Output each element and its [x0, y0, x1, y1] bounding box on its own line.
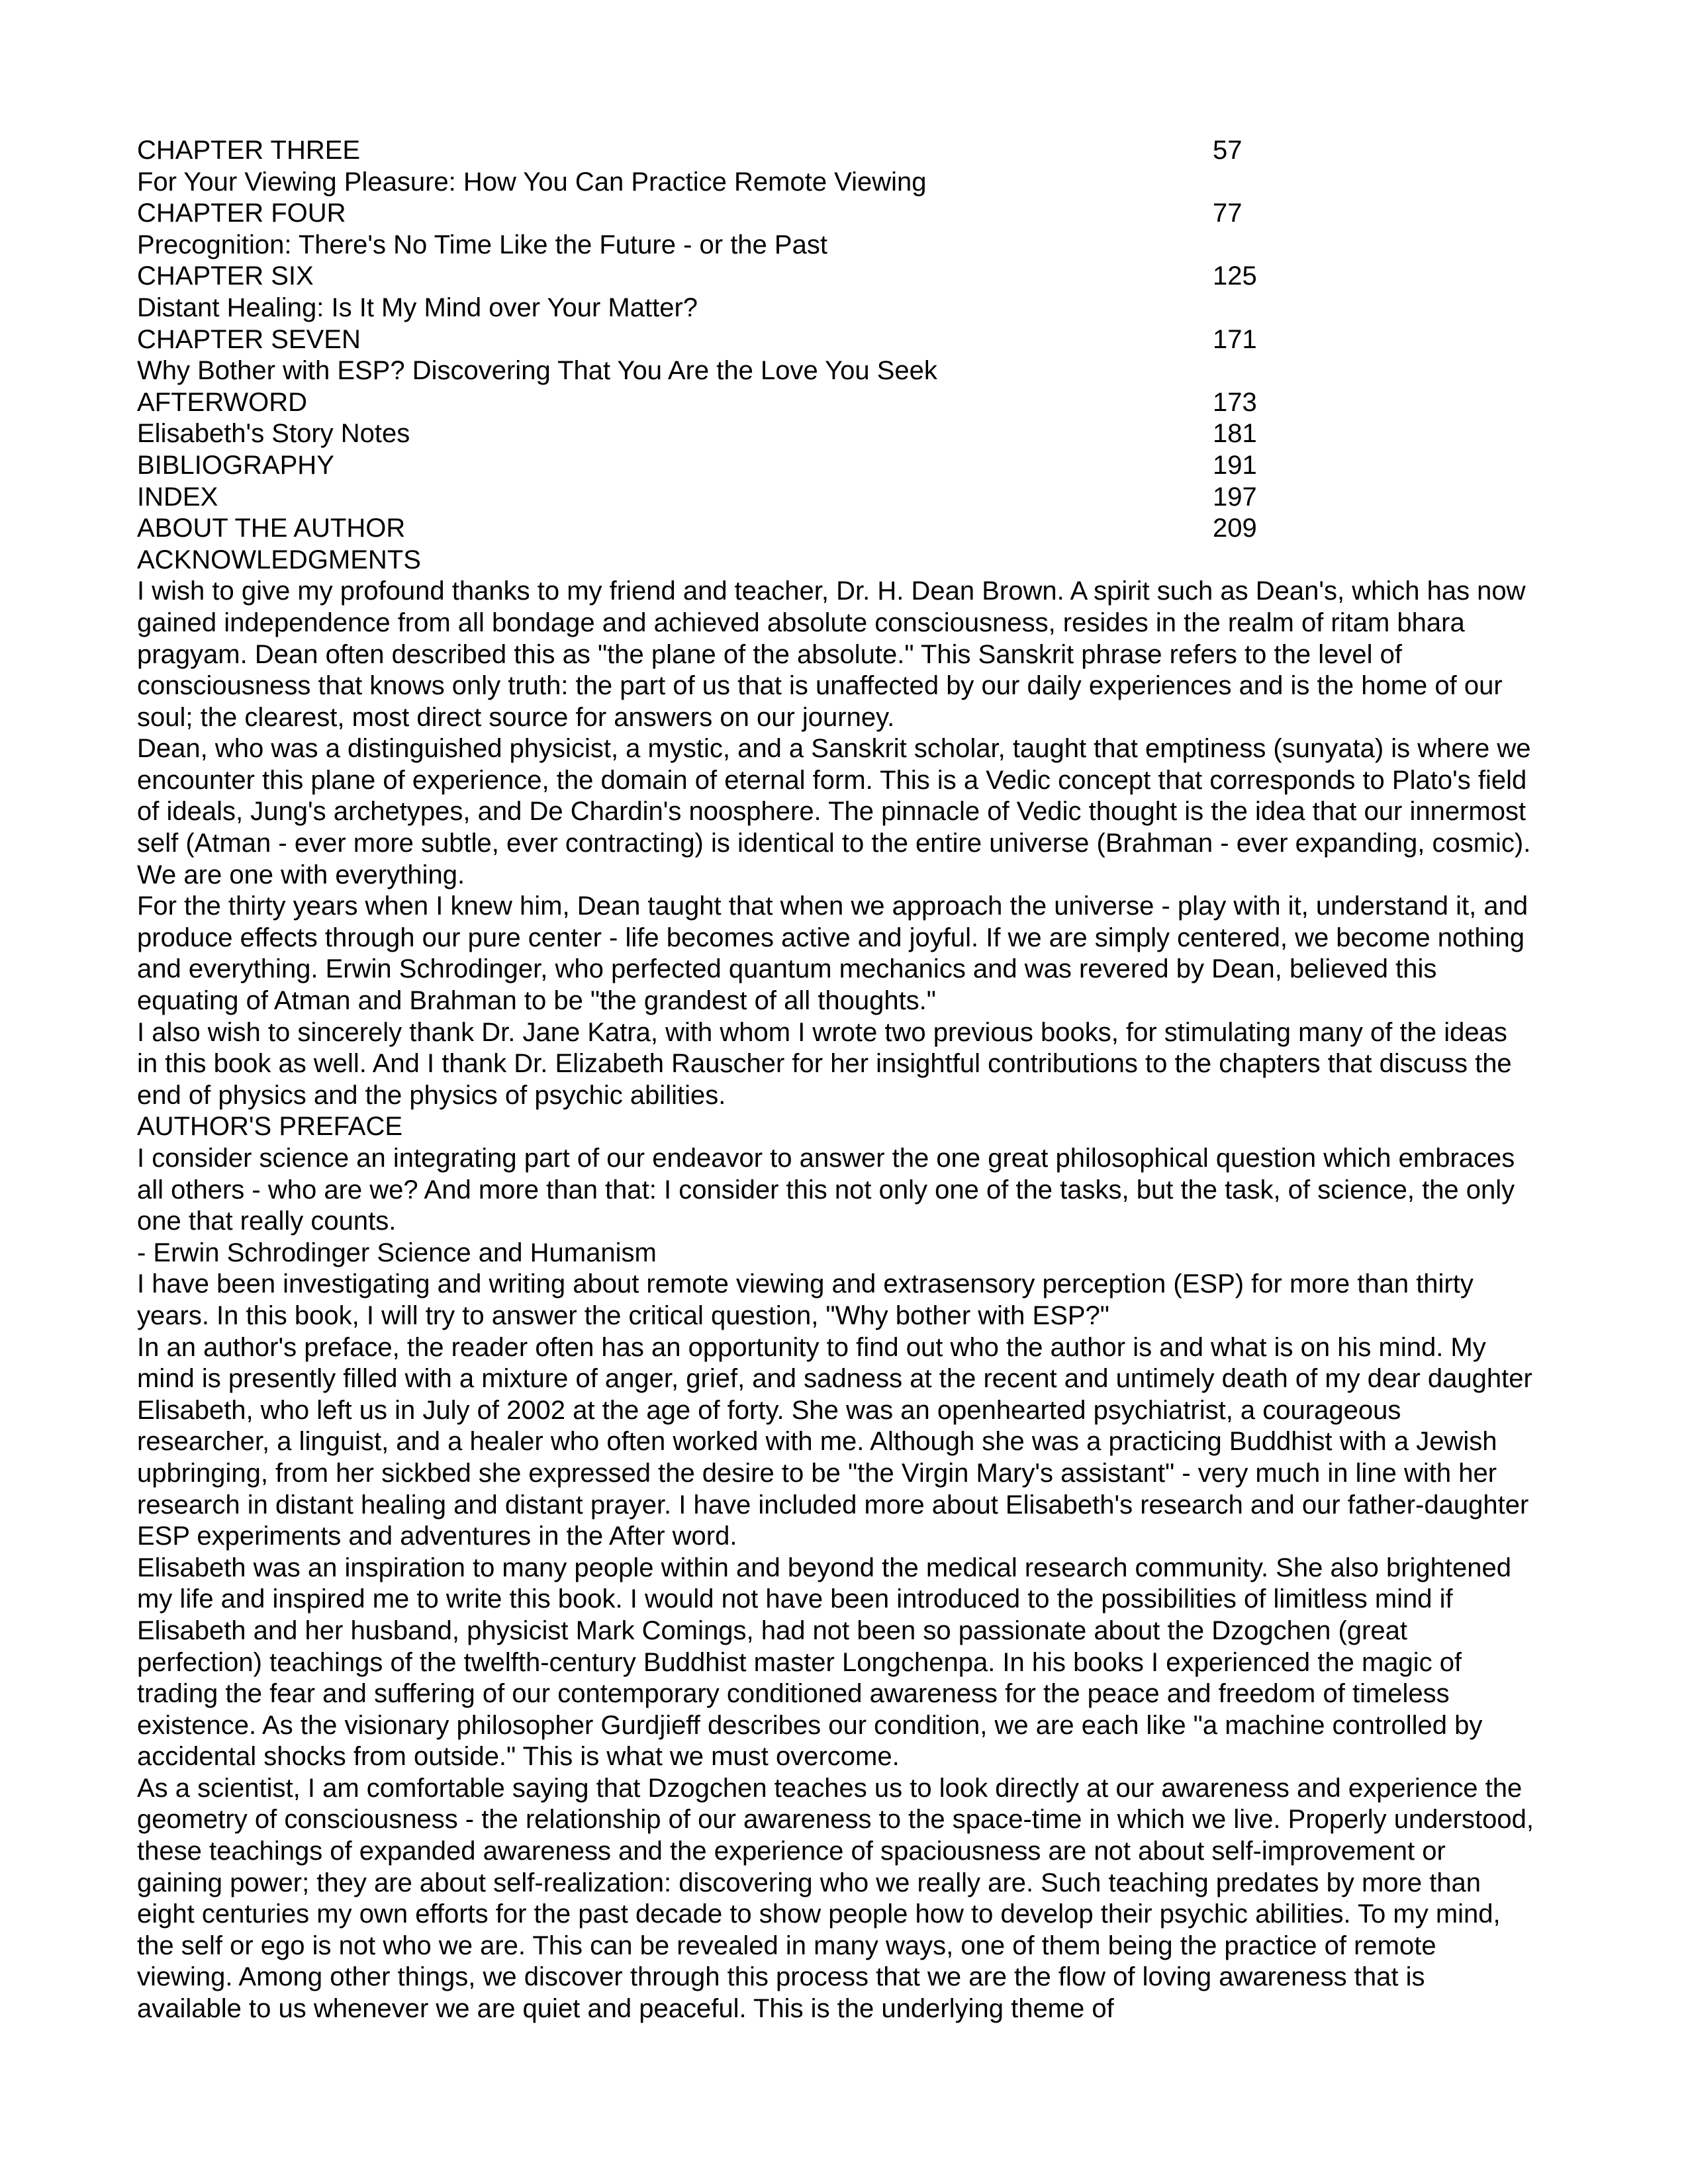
toc-title: CHAPTER FOUR [137, 199, 346, 228]
toc-page-number: 77 [1213, 199, 1243, 228]
toc-page-number: 173 [1213, 387, 1257, 417]
preface-section [137, 1111, 1534, 2025]
toc-title: BIBLIOGRAPHY [137, 450, 334, 480]
toc-subtitle: For Your Viewing Pleasure: How You Can Practice Remote Viewing [137, 167, 927, 197]
toc-entry [137, 387, 1276, 419]
toc-title: INDEX [137, 482, 218, 512]
acknowledgments-paragraph: I wish to give my profound thanks to my friend and teacher, Dr. H. Dean Brown. A spirit such as Dean's, which has now gained independence from all bondage and achieved absolute consciousness, resides in the realm of ritam bhara pragyam. Dean often described this as "the plane of the absolute." This Sanskrit phrase refers to the level of consciousness that knows only truth: the part of us that is unaffected by our daily experiences and is the home of our soul; the clearest, most direct source for answers on our journey. [137, 576, 1526, 732]
toc-page-number: 181 [1213, 419, 1257, 449]
toc-page-number: 191 [1213, 450, 1257, 480]
toc-subtitle: Why Bother with ESP? Discovering That You Are the Love You Seek [137, 356, 937, 386]
toc-title: ABOUT THE AUTHOR [137, 514, 406, 543]
toc-entry [137, 513, 1276, 545]
toc-title: CHAPTER THREE [137, 136, 361, 165]
toc-title: CHAPTER SEVEN [137, 324, 361, 354]
toc-subtitle: Distant Healing: Is It My Mind over Your Matter? [137, 293, 698, 322]
toc-entry [137, 261, 1276, 293]
toc-page-number: 57 [1213, 136, 1243, 165]
toc-page-number: 171 [1213, 324, 1257, 354]
preface-heading: AUTHOR'S PREFACE [137, 1112, 403, 1142]
toc-title: CHAPTER SIX [137, 261, 314, 291]
acknowledgments-heading: ACKNOWLEDGMENTS [137, 545, 421, 574]
preface-paragraph: Elisabeth was an inspiration to many people within and beyond the medical research community. She also brightened my life and inspired me to write this book. I would not have been introduced to the possibilities of limitless mind if Elisabeth and her husband, physicist Mark Comings, had not been so passionate about the Dzogchen (great perfection) teachings of the twelfth-century Buddhist master Longchenpa. In his books I experienced the magic of trading the fear and suffering of our contemporary conditioned awareness for the peace and freedom of timeless existence. As the visionary philosopher Gurdjieff describes our condition, we are each like "a machine controlled by accidental shocks from outside." This is what we must overcome. [137, 1553, 1512, 1772]
toc-title: AFTERWORD [137, 387, 308, 417]
toc-entry [137, 450, 1276, 482]
toc-entry [137, 418, 1276, 450]
toc-page-number: 125 [1213, 261, 1257, 291]
toc-subtitle: Precognition: There's No Time Like the Future - or the Past [137, 230, 827, 259]
table-of-contents [137, 135, 1534, 545]
acknowledgments-paragraph: I also wish to sincerely thank Dr. Jane Katra, with whom I wrote two previous books, for stimulating many of the ideas in this book as well. And I thank Dr. Elizabeth Rauscher for her insightful contributions to the chapters that discuss the end of physics and the physics of psychic abilities. [137, 1017, 1512, 1110]
document-page [137, 135, 1534, 2025]
toc-entry [137, 482, 1276, 514]
preface-attribution: - Erwin Schrodinger Science and Humanism [137, 1238, 657, 1267]
toc-page-number: 209 [1213, 514, 1257, 543]
toc-entry [137, 135, 1276, 167]
toc-page-number: 197 [1213, 482, 1257, 512]
preface-epigraph: I consider science an integrating part of our endeavor to answer the one great philosophical question which embraces all others - who are we? And more than that: I consider this not only one of the tasks, but the task, of science, the only one that really counts. [137, 1144, 1515, 1236]
preface-paragraph: In an author's preface, the reader often has an opportunity to find out who the author is and what is on his mind. My mind is presently filled with a mixture of anger, grief, and sadness at the recent and untimely death of my dear daughter Elisabeth, who left us in July of 2002 at the age of forty. She was an openhearted psychiatrist, a courageous researcher, a linguist, and a healer who often worked with me. Although she was a practicing Buddhist with a Jewish upbringing, from her sickbed she expressed the desire to be "the Virgin Mary's assistant" - very much in line with her research in distant healing and distant prayer. I have included more about Elisabeth's research and our father-daughter ESP experiments and adventures in the After word. [137, 1332, 1532, 1551]
acknowledgments-section [137, 545, 1534, 1112]
preface-paragraph: I have been investigating and writing about remote viewing and extrasensory perception (ESP) for more than thirty years. In this book, I will try to answer the critical question, "Why bother with ESP?" [137, 1269, 1474, 1330]
toc-title: Elisabeth's Story Notes [137, 419, 410, 449]
toc-entry [137, 324, 1276, 356]
preface-paragraph: As a scientist, I am comfortable saying that Dzogchen teaches us to look directly at our awareness and experience the geometry of consciousness - the relationship of our awareness to the space-time in which we live. Properly understood, these teachings of expanded awareness and the experience of spaciousness are not about self-improvement or gaining power; they are about self-realization: discovering who we really are. Such teaching predates by more than eight centuries my own efforts for the past decade to show people how to develop their psychic abilities. To my mind, the self or ego is not who we are. This can be revealed in many ways, one of them being the practice of remote viewing. Among other things, we discover through this process that we are the flow of loving awareness that is available to us whenever we are quiet and peaceful. This is the underlying theme of [137, 1773, 1534, 2024]
acknowledgments-paragraph: Dean, who was a distinguished physicist, a mystic, and a Sanskrit scholar, taught that emptiness (sunyata) is where we encounter this plane of experience, the domain of eternal form. This is a Vedic concept that corresponds to Plato's field of ideals, Jung's archetypes, and De Chardin's noosphere. The pinnacle of Vedic thought is the idea that our innermost self (Atman - ever more subtle, ever contracting) is identical to the entire universe (Brahman - ever expanding, cosmic). We are one with everything. [137, 734, 1531, 889]
toc-entry [137, 198, 1276, 230]
acknowledgments-paragraph: For the thirty years when I knew him, Dean taught that when we approach the universe - play with it, understand it, and produce effects through our pure center - life becomes active and joyful. If we are simply centered, we become nothing and everything. Erwin Schrodinger, who perfected quantum mechanics and was revered by Dean, believed this equating of Atman and Brahman to be "the grandest of all thoughts." [137, 891, 1528, 1016]
